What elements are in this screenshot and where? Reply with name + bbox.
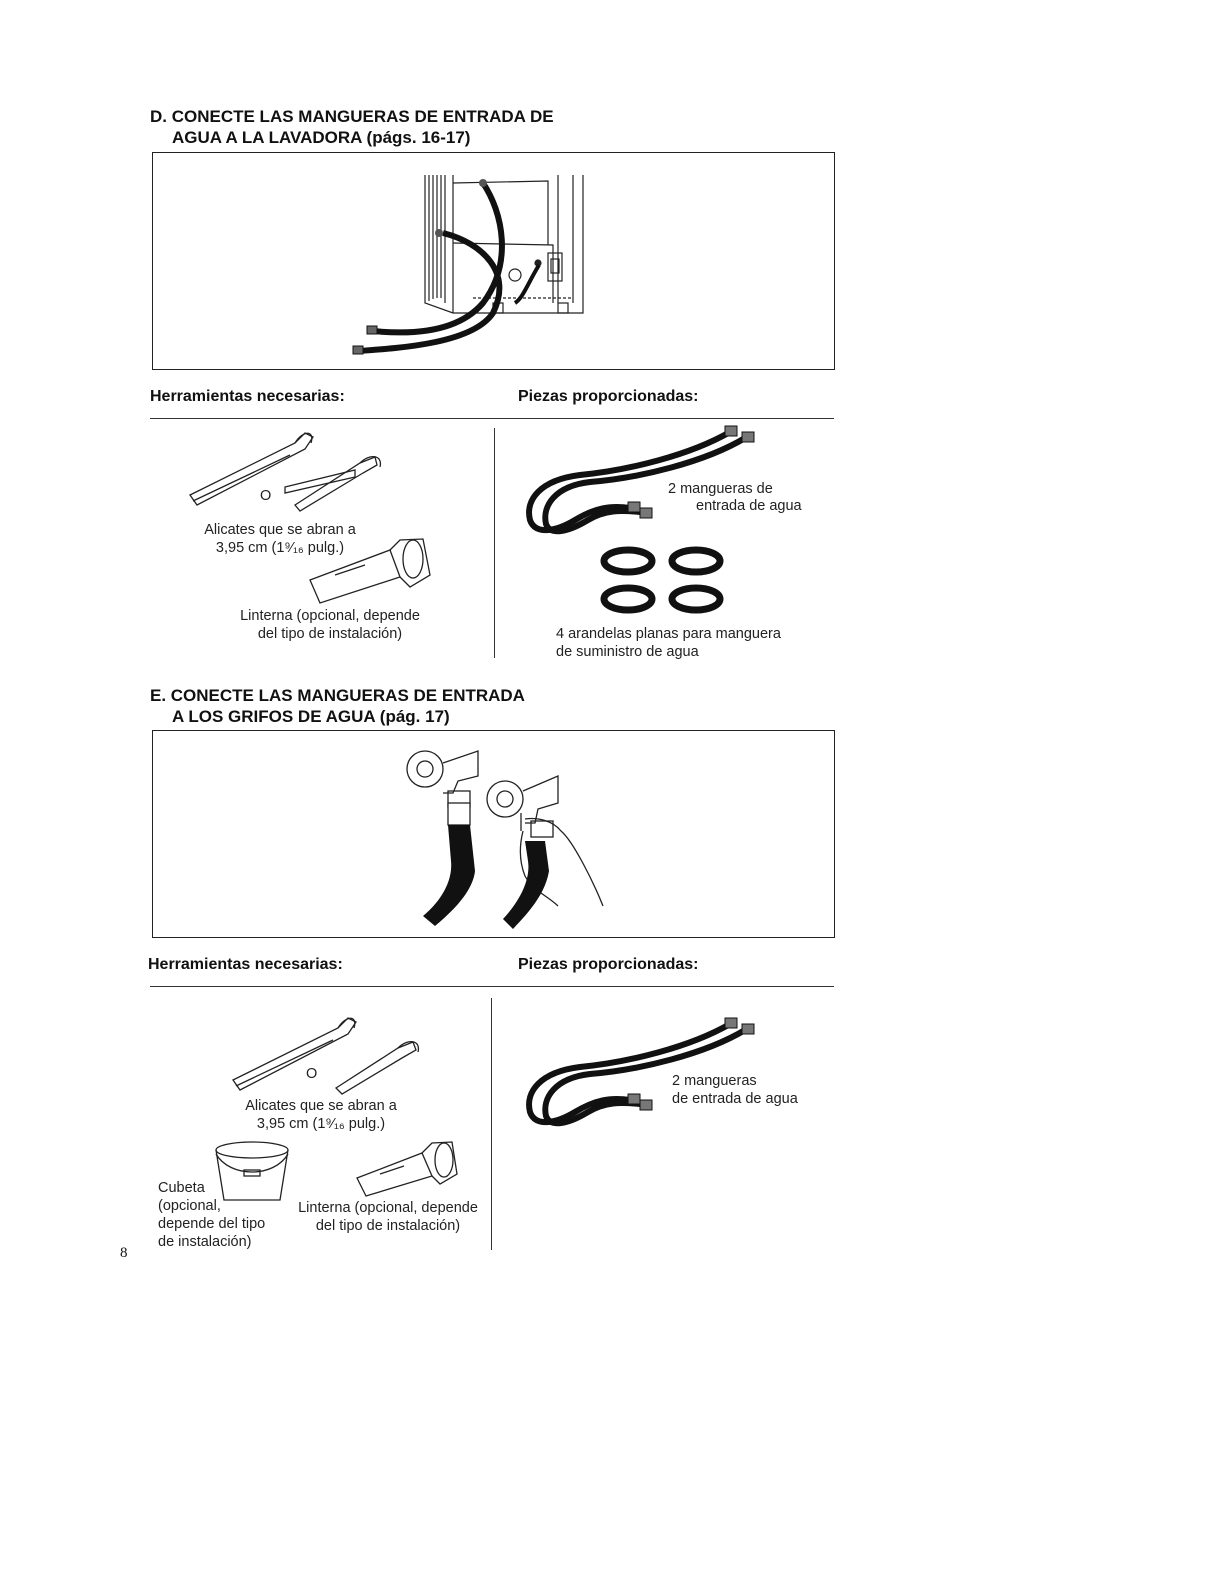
section-e-hoses-caption bbox=[672, 1072, 798, 1108]
section-e-heading-line1: E. CONECTE LAS MANGUERAS DE ENTRADA bbox=[150, 686, 525, 705]
section-d-washers-caption-line1: 4 arandelas planas para manguera bbox=[556, 626, 781, 642]
flashlight-icon bbox=[305, 535, 435, 605]
section-e-hoses-caption-line2: de entrada de agua bbox=[672, 1091, 798, 1107]
section-d-pliers-caption-line1: Alicates que se abran a bbox=[204, 522, 356, 538]
section-d-divider bbox=[494, 428, 495, 658]
section-d-washers-caption bbox=[556, 625, 781, 661]
section-d-illustration-frame bbox=[152, 152, 835, 370]
section-e-flashlight-caption-line1: Linterna (opcional, depende bbox=[298, 1200, 478, 1216]
section-e-parts-heading: Piezas proporcionadas: bbox=[518, 956, 699, 973]
section-d-tools-heading: Herramientas necesarias: bbox=[150, 388, 345, 405]
section-e-illustration-frame bbox=[152, 730, 835, 938]
section-d-hoses-caption-line1: 2 mangueras de bbox=[668, 481, 773, 497]
section-e-flashlight-caption bbox=[288, 1199, 488, 1235]
washer-back-hoses-icon bbox=[153, 153, 833, 368]
section-d-heading-line1: D. CONECTE LAS MANGUERAS DE ENTRADA DE bbox=[150, 107, 554, 126]
section-e-flashlight-caption-line2: del tipo de instalación) bbox=[315, 1218, 461, 1234]
section-e-or-label: O bbox=[306, 1066, 318, 1082]
flashlight-icon bbox=[352, 1138, 462, 1198]
section-e-divider bbox=[491, 998, 492, 1250]
section-e-bucket-caption-line1: Cubeta bbox=[158, 1180, 205, 1196]
section-d-flashlight-caption-line1: Linterna (opcional, depende bbox=[240, 608, 420, 624]
section-d-flashlight-caption-line2: del tipo de instalación) bbox=[257, 626, 403, 642]
section-e-pliers-caption-line1: Alicates que se abran a bbox=[245, 1098, 397, 1114]
section-e-hoses-caption-line1: 2 mangueras bbox=[672, 1073, 757, 1089]
section-d-rule bbox=[150, 418, 834, 419]
section-d-flashlight-caption bbox=[215, 607, 445, 643]
section-d-washers-caption-line2: de suministro de agua bbox=[556, 644, 699, 660]
section-e-pliers-caption-line2: 3,95 cm (1⁹⁄₁₆ pulg.) bbox=[256, 1116, 386, 1132]
section-e-bucket-caption bbox=[158, 1179, 265, 1251]
section-d-pliers-caption-line2: 3,95 cm (1⁹⁄₁₆ pulg.) bbox=[215, 540, 345, 556]
page-number: 8 bbox=[120, 1245, 128, 1261]
section-d-heading bbox=[150, 106, 554, 148]
section-d-hoses-caption-line2: entrada de agua bbox=[696, 498, 802, 514]
section-e-bucket-caption-line4: de instalación) bbox=[158, 1234, 252, 1250]
section-d-parts-heading: Piezas proporcionadas: bbox=[518, 388, 699, 405]
section-e-heading-line2: A LOS GRIFOS DE AGUA (pág. 17) bbox=[172, 707, 450, 726]
section-e-tools-heading: Herramientas necesarias: bbox=[148, 956, 343, 973]
section-e-heading bbox=[150, 685, 525, 727]
section-e-rule bbox=[150, 986, 834, 987]
pliers-icon bbox=[185, 425, 395, 515]
faucet-hose-icon bbox=[153, 731, 833, 936]
pliers-icon bbox=[228, 1010, 428, 1095]
section-e-bucket-caption-line2: (opcional, bbox=[158, 1198, 221, 1214]
section-e-pliers-caption bbox=[231, 1097, 411, 1133]
flat-washer-icon bbox=[598, 545, 733, 615]
section-d-or-label: O bbox=[260, 488, 272, 504]
section-e-bucket-caption-line3: depende del tipo bbox=[158, 1216, 266, 1232]
section-d-heading-line2: AGUA A LA LAVADORA (págs. 16-17) bbox=[172, 128, 471, 147]
